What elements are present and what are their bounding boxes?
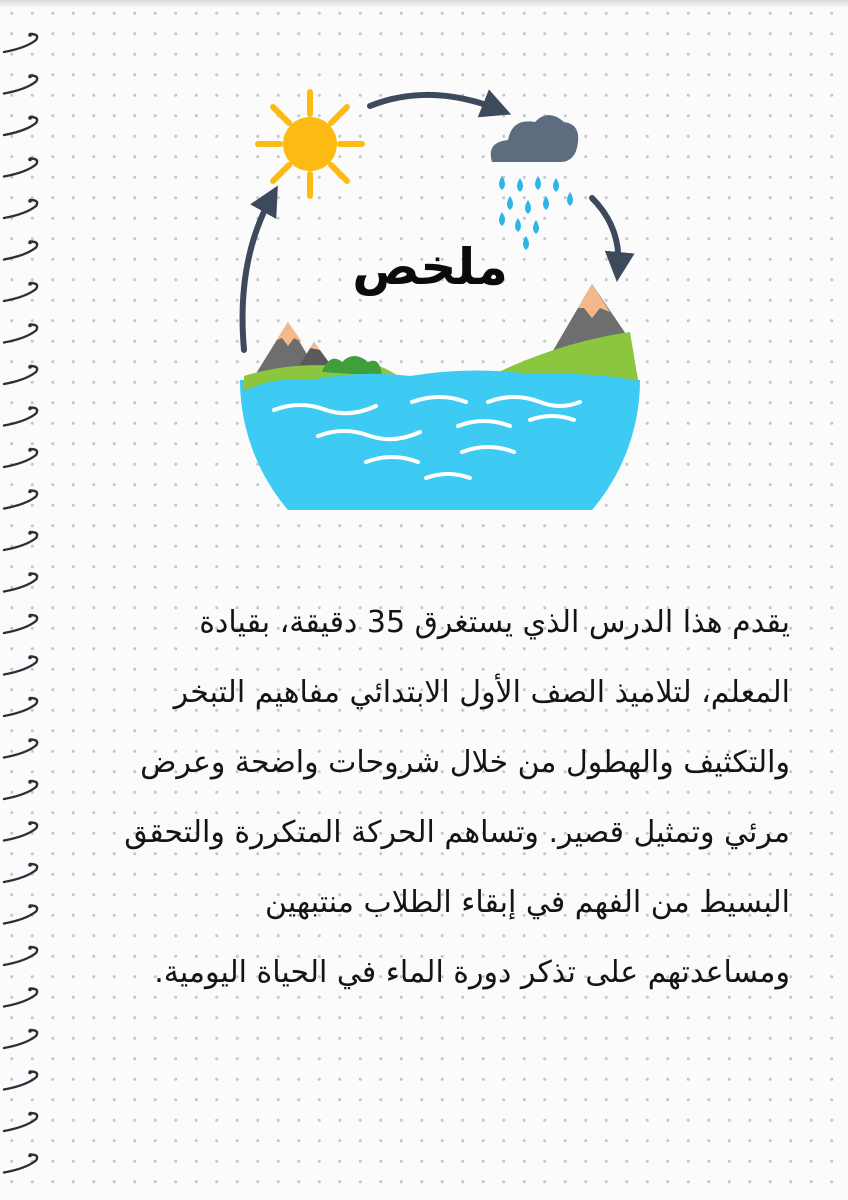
spiral-coil <box>4 615 37 633</box>
binding-hole <box>28 863 32 867</box>
spiral-binding-icon <box>0 0 50 1200</box>
spiral-coil <box>4 947 37 965</box>
binding-hole <box>28 116 32 120</box>
binding-hole <box>28 490 32 494</box>
spiral-coil <box>4 283 37 301</box>
binding-hole <box>28 656 32 660</box>
binding-hole <box>28 1112 32 1116</box>
binding-hole <box>28 614 32 618</box>
spiral-coil <box>4 823 37 841</box>
spiral-coil <box>4 1072 37 1090</box>
spiral-coil <box>4 698 37 716</box>
binding-hole <box>28 573 32 577</box>
binding-hole <box>28 697 32 701</box>
page-title: ملخص <box>352 238 508 296</box>
binding-hole <box>28 822 32 826</box>
spiral-coil <box>4 906 37 924</box>
binding-hole <box>28 946 32 950</box>
binding-hole <box>28 1071 32 1075</box>
binding-hole <box>28 324 32 328</box>
page-top-shadow <box>0 0 848 8</box>
cycle-arrow-icon <box>243 196 272 350</box>
spiral-coil <box>4 989 37 1007</box>
spiral-coil <box>4 1030 37 1048</box>
spiral-coil <box>4 449 37 467</box>
spiral-coil <box>4 781 37 799</box>
spiral-coil <box>4 574 37 592</box>
spiral-coil <box>4 1113 37 1131</box>
spiral-coil <box>4 159 37 177</box>
binding-hole <box>28 531 32 535</box>
binding-hole <box>28 241 32 245</box>
spiral-coil <box>4 491 37 509</box>
binding-hole <box>28 1154 32 1158</box>
binding-hole <box>28 780 32 784</box>
cycle-arrow-icon <box>592 198 618 270</box>
spiral-coil <box>4 200 37 218</box>
spiral-coil <box>4 117 37 135</box>
binding-hole <box>28 448 32 452</box>
binding-hole <box>28 407 32 411</box>
binding-hole <box>28 33 32 37</box>
spiral-coil <box>4 325 37 343</box>
binding-hole <box>28 1029 32 1033</box>
binding-hole <box>28 905 32 909</box>
spiral-coil <box>4 366 37 384</box>
rain-cloud-icon <box>491 115 579 250</box>
cycle-arrow-icon <box>370 95 500 110</box>
binding-hole <box>28 282 32 286</box>
sun-icon <box>258 92 362 196</box>
binding-hole <box>28 365 32 369</box>
binding-hole <box>28 199 32 203</box>
summary-paragraph: يقدم هذا الدرس الذي يستغرق 35 دقيقة، بقيادة المعلم، لتلاميذ الصف الأول الابتدائي مفاهيم التبخر والتكثيف والهطول من خلال شروحات واضحة وعرض مرئي وتمثيل قصير. وتساهم الحركة المتكررة والتحقق البسيط من الفهم في إبقاء الطلاب منتبهين ومساعدتهم على تذكر دورة الماء في الحياة اليومية. <box>124 605 790 990</box>
spiral-coil <box>4 1155 37 1173</box>
spiral-coil <box>4 34 37 52</box>
binding-hole <box>28 739 32 743</box>
binding-hole <box>28 988 32 992</box>
spiral-coil <box>4 76 37 94</box>
spiral-coil <box>4 242 37 260</box>
spiral-coil <box>4 408 37 426</box>
spiral-coil <box>4 740 37 758</box>
spiral-coil <box>4 532 37 550</box>
binding-hole <box>28 75 32 79</box>
binding-hole <box>28 158 32 162</box>
spiral-coil <box>4 864 37 882</box>
spiral-coil <box>4 657 37 675</box>
lake-water <box>244 370 634 510</box>
